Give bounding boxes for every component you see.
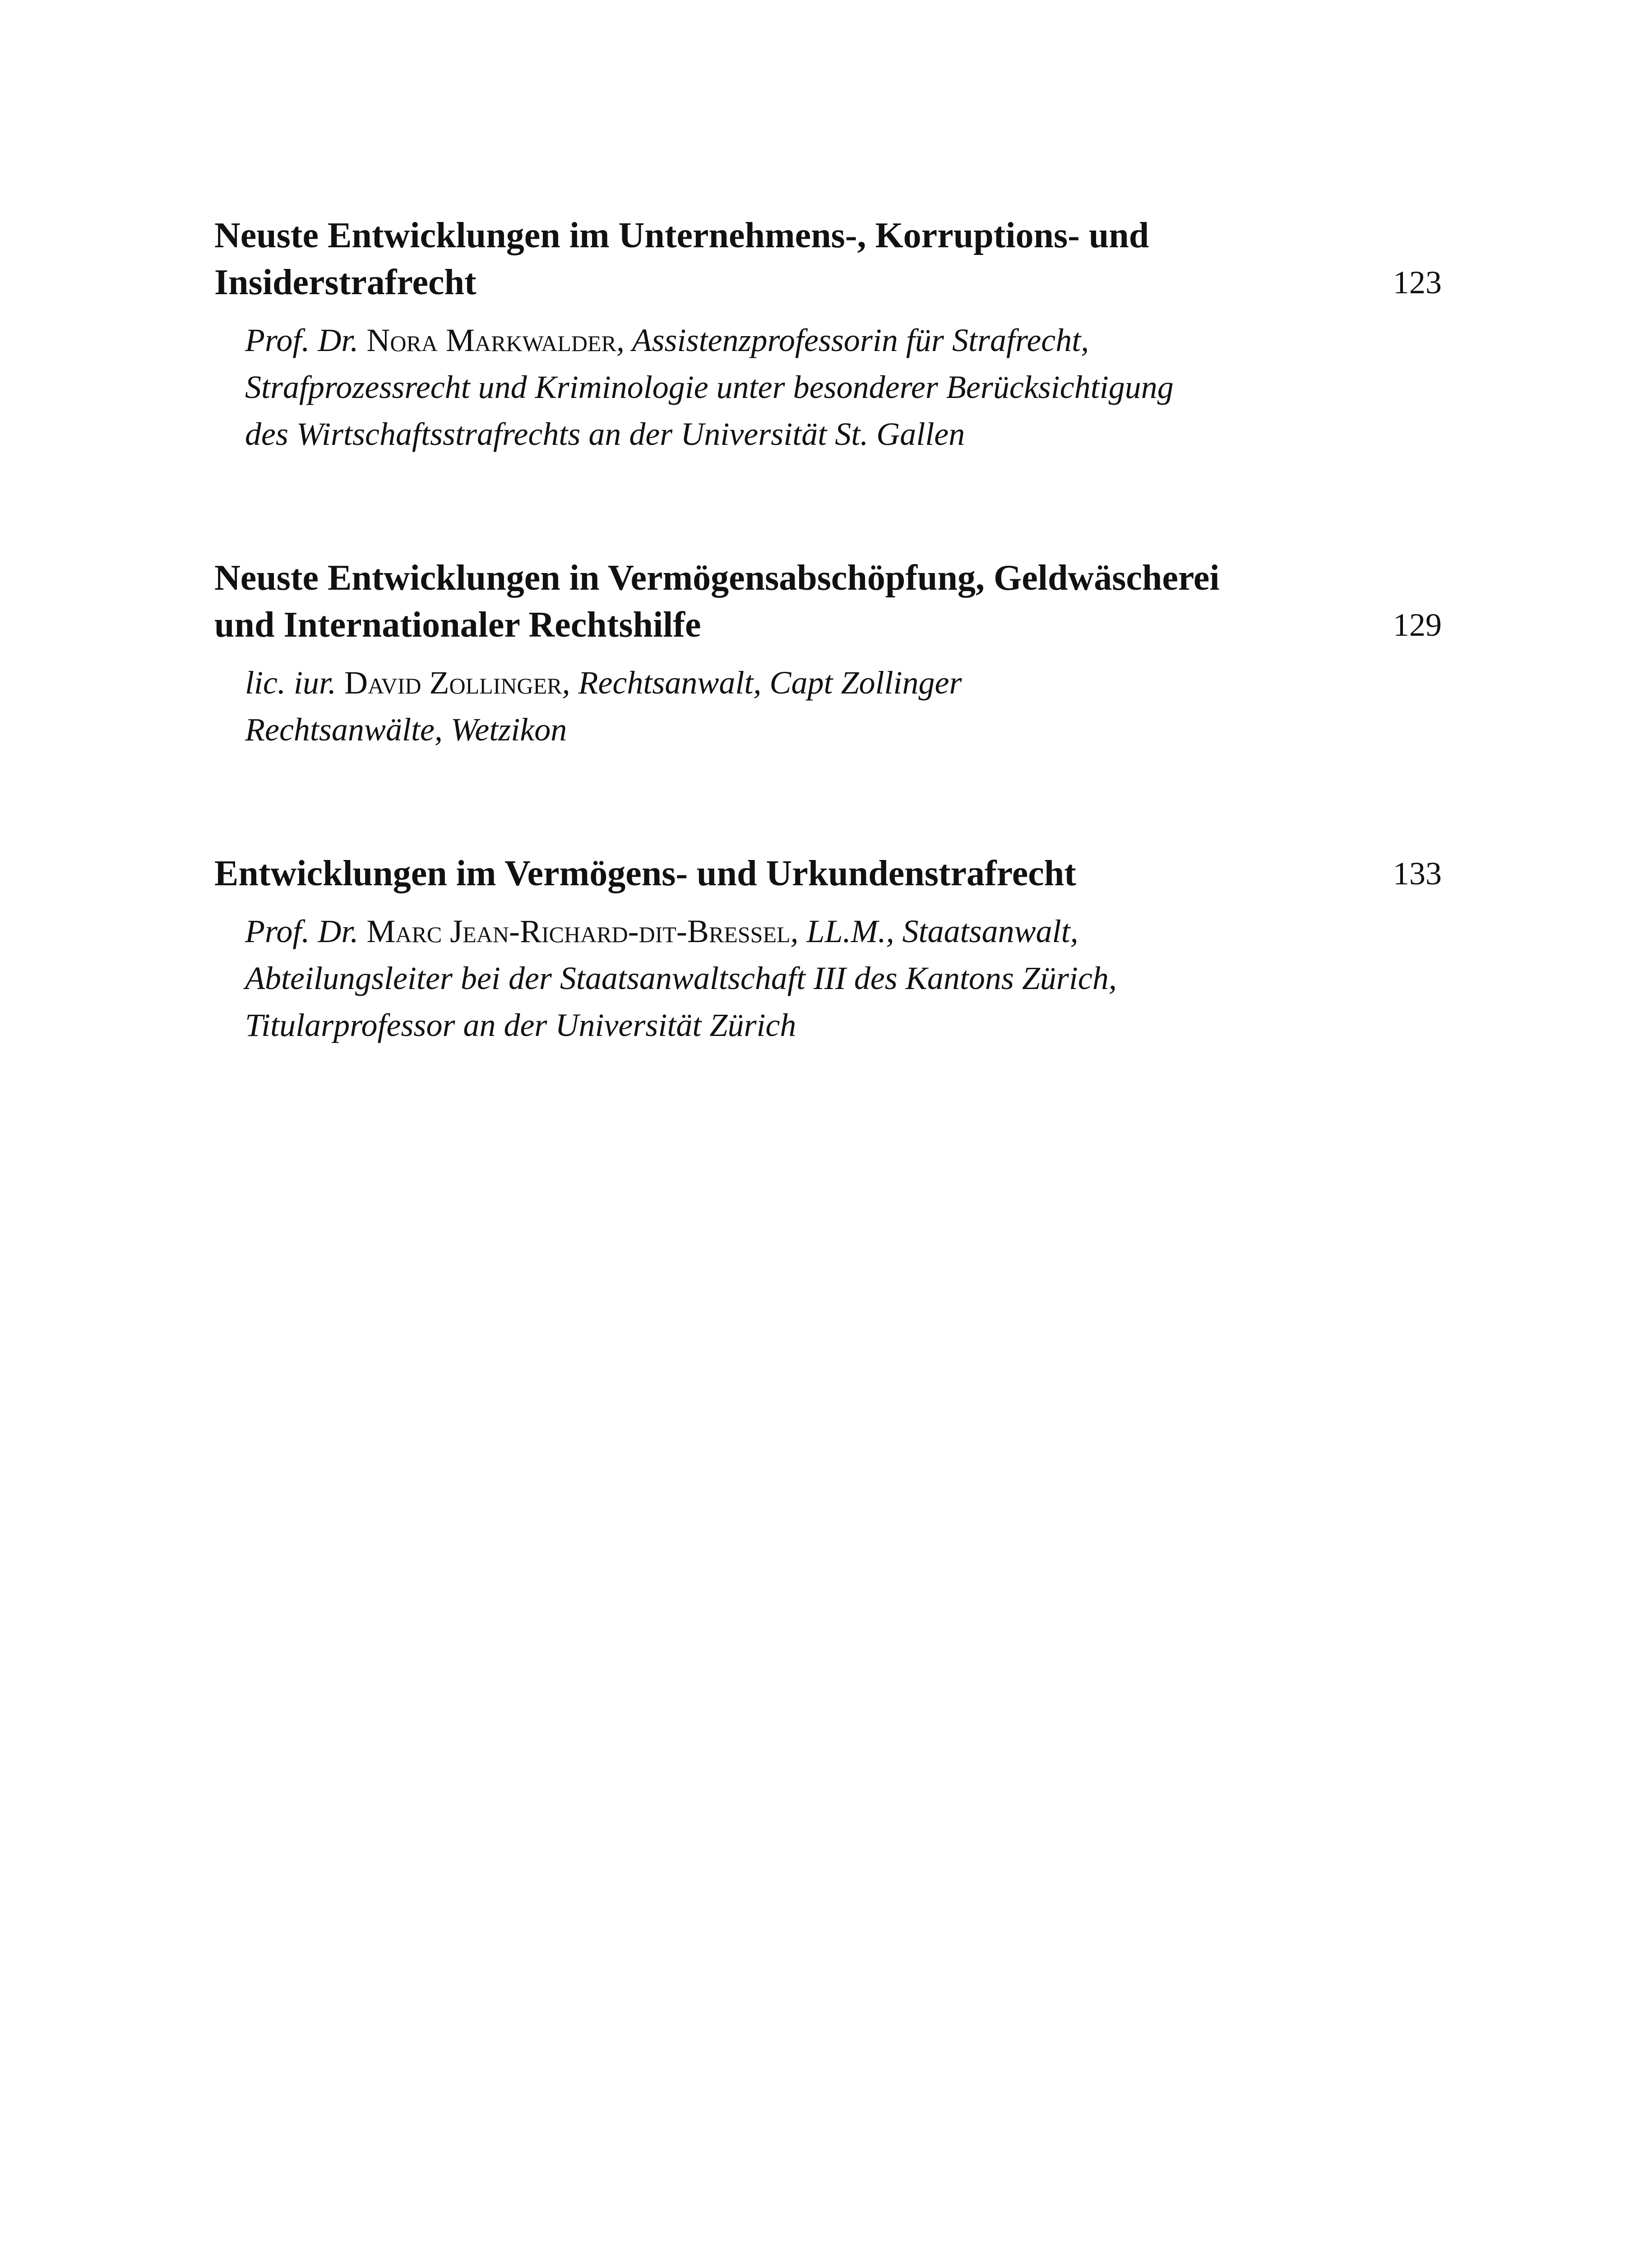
toc-entry-author-line [245, 317, 1328, 364]
toc-entry-author-line: des Wirtschaftsstrafrechts an der Universität St. Gallen [245, 416, 965, 452]
author-name: David Zollinger [344, 665, 562, 701]
author-prefix: Prof. Dr. [245, 322, 367, 358]
toc-entry-author [245, 908, 1328, 1049]
toc-entry-title [214, 850, 1320, 897]
author-name: Marc Jean-Richard-dit-Bressel [366, 913, 791, 949]
author-name: Nora Markwalder [366, 322, 616, 358]
toc-entry [214, 212, 1442, 458]
toc-entry-head [214, 212, 1442, 306]
toc-entry-author [245, 659, 1328, 753]
toc-entry-page-number: 133 [1393, 855, 1442, 892]
author-affiliation: , Assistenzprofessorin für Strafrecht, [616, 322, 1089, 358]
toc-entry-title [214, 555, 1320, 648]
toc-entry-page-number: 129 [1393, 607, 1442, 643]
toc-entry-author [245, 317, 1328, 458]
toc-entry [214, 555, 1442, 753]
toc-entry-author-line: Strafprozessrecht und Kriminologie unter besonderer Berücksichtigung [245, 369, 1174, 405]
toc-entry-title-line: Insiderstrafrecht [214, 263, 477, 302]
toc-entry-head [214, 850, 1442, 897]
author-affiliation: , LL.M., Staatsanwalt, [790, 913, 1078, 949]
toc-entry-author-line: Titularprofessor an der Universität Zürich [245, 1007, 796, 1043]
toc-entry-title-line: und Internationaler Rechtshilfe [214, 605, 701, 645]
table-of-contents [214, 212, 1442, 1146]
toc-entry-title-line: Entwicklungen im Vermögens- und Urkundenstrafrecht [214, 854, 1076, 893]
toc-entry-head [214, 555, 1442, 648]
toc-entry [214, 850, 1442, 1049]
toc-entry-page-number: 123 [1393, 264, 1442, 300]
toc-entry-author-line [245, 659, 1328, 706]
toc-entry-author-line: Rechtsanwälte, Wetzikon [245, 712, 567, 748]
author-prefix: lic. iur. [245, 665, 345, 701]
toc-entry-author-line: Abteilungsleiter bei der Staatsanwaltschaft III des Kantons Zürich, [245, 960, 1117, 996]
toc-entry-author-line [245, 908, 1328, 955]
toc-entry-title-line: Neuste Entwicklungen in Vermögensabschöpfung, Geldwäscherei [214, 558, 1220, 598]
author-affiliation: , Rechtsanwalt, Capt Zollinger [562, 665, 962, 701]
toc-entry-title-line: Neuste Entwicklungen im Unternehmens-, Korruptions- und [214, 216, 1149, 255]
author-prefix: Prof. Dr. [245, 913, 367, 949]
toc-entry-title [214, 212, 1320, 306]
